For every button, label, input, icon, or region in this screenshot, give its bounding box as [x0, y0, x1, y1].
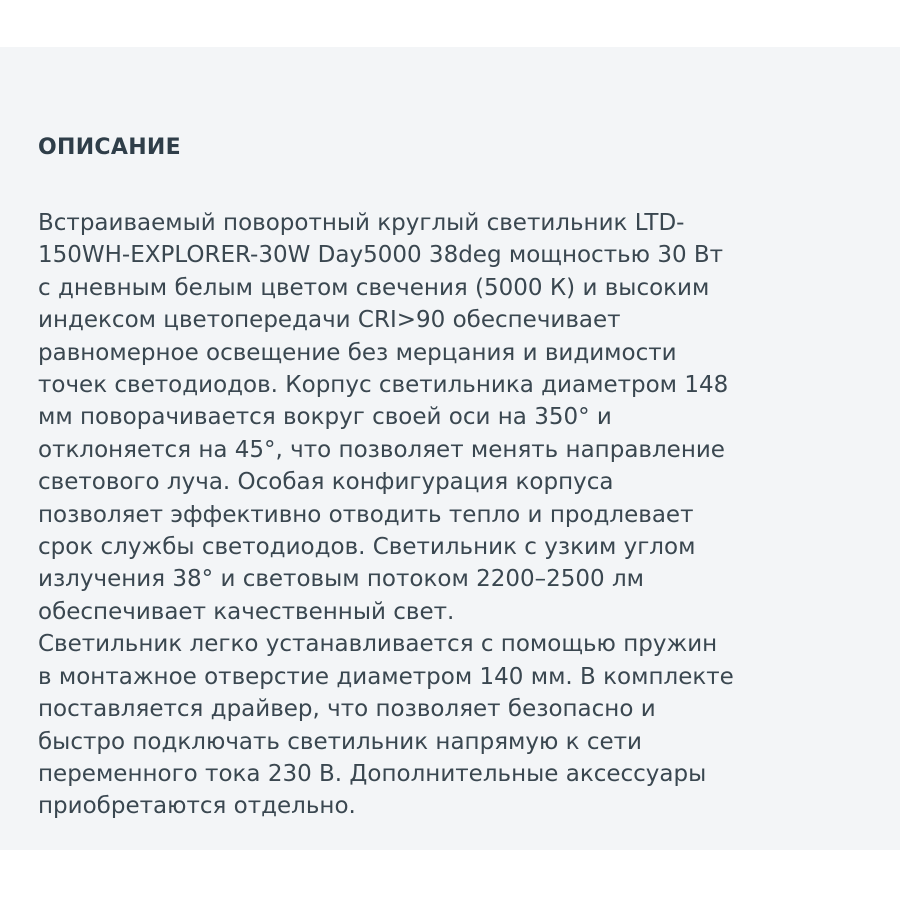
description-line: индексом цветопередачи CRI>90 обеспечивает	[38, 307, 621, 334]
description-line: равномерное освещение без мерцания и видимости	[38, 339, 677, 366]
description-line: светового луча. Особая конфигурация корпуса	[38, 469, 614, 496]
description-heading: ОПИСАНИЕ	[38, 135, 181, 160]
description-line: излучения 38° и световым потоком 2200–2500 лм	[38, 566, 645, 593]
description-line: с дневным белым цветом свечения (5000 К) и высоким	[38, 274, 710, 301]
description-line: мм поворачивается вокруг своей оси на 350° и	[38, 404, 612, 431]
description-line: обеспечивает качественный свет.	[38, 598, 455, 625]
description-line: в монтажное отверстие диаметром 140 мм. В комплекте	[38, 663, 734, 690]
description-line: переменного тока 230 В. Дополнительные аксессуары	[38, 760, 707, 787]
description-line: Светильник легко устанавливается с помощью пружин	[38, 631, 718, 658]
description-line: приобретаются отдельно.	[38, 793, 356, 820]
description-text	[38, 207, 864, 823]
description-line: срок службы светодиодов. Светильник с узким углом	[38, 534, 696, 561]
description-line: точек светодиодов. Корпус светильника диаметром 148	[38, 372, 729, 399]
description-line: отклоняется на 45°, что позволяет менять направление	[38, 436, 725, 463]
description-line: позволяет эффективно отводить тепло и продлевает	[38, 501, 694, 528]
description-line: поставляется драйвер, что позволяет безопасно и	[38, 696, 656, 723]
description-line: Встраиваемый поворотный круглый светильник LTD-	[38, 210, 685, 236]
description-panel	[0, 47, 900, 850]
description-line: быстро подключать светильник напрямую к сети	[38, 728, 643, 755]
description-line: 150WH-EXPLORER-30W Day5000 38deg мощностью 30 Вт	[38, 242, 724, 269]
